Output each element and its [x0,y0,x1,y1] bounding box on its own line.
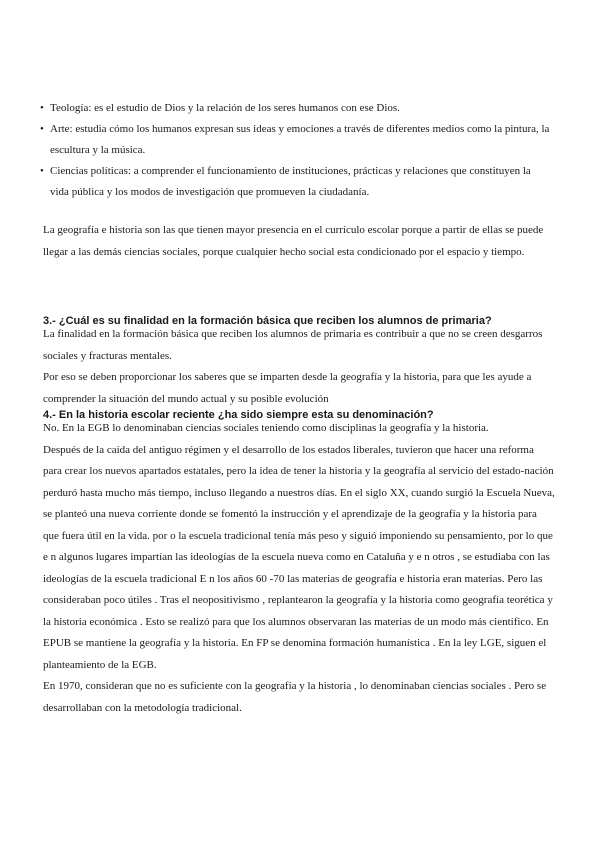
answer-paragraph: En 1970, consideran que no es suficiente con la geografía y la historia , lo denominaban ciencias sociales . Pero se desarrollaban con la metodología tradicional. [43,680,547,714]
bullet-list [40,98,550,203]
question-3-answer [43,324,555,410]
bullet-item [40,98,550,119]
bullet-icon: • [40,123,44,135]
answer-paragraph: No. En la EGB lo denominaban ciencias sociales teniendo como disciplinas la geografía y la historia. [43,422,489,434]
bullet-text: Arte: estudia cómo los humanos expresan sus ideas y emociones a través de diferentes medios como la pintura, la escultura y la música. [50,123,550,156]
answer-paragraph: Por eso se deben proporcionar los saberes que se imparten desde la geografía y la historia, para que les ayude a comprender la situación del mundo actual y su posible evolución [43,371,532,405]
question-4-heading: 4.- En la historia escolar reciente ¿ha sido siempre esta su denominación? [43,409,434,421]
bullet-icon: • [40,165,44,177]
bullet-item [40,161,550,203]
bullet-item [40,119,550,161]
answer-paragraph: Después de la caída del antiguo régimen y el desarrollo de los estados liberales, tuvieron que hacer una reforma para crear los nuevos apartados estatales, pero la idea de tener la historia y la geografía al servicio del estado-nación perduró hasta mucho más tiempo, incluso llegando a nuestros días. En el siglo XX, cuando surgió la Escuela Nueva, se planteó una nueva corriente donde se fomentó la instrucción y el aprendizaje de la geografía y la historia para que fuera útil en la vida. por o la escuela tradicional tenía más peso y siguió imponiendo su pensamiento, por lo que e n algunos lugares impartían las ideologías de la escuela nueva como en Cataluña y e n otros , se estudiaba con las ideologías de la escuela tradicional E n los años 60 -70 las materias de geografía e historia eran materias. Pero las consideraban poco útiles . Tras el neopositivismo , replantearon la geografía y la historia como geografía teorética y la historia económica . Esto se realizó para que los alumnos observaran las materias de un modo más científico. En EPUB se mantiene la geografía y la historia. En FP se denomina formación humanística . En la ley LGE, siguen el planteamiento de la EGB. [43,443,555,671]
bullet-icon: • [40,102,44,114]
bullet-text: Ciencias políticas: a comprender el funcionamiento de instituciones, prácticas y relaciones que constituyen la vida pública y los modos de investigación que promueven la ciudadanía. [50,165,531,198]
bullet-text: Teología: es el estudio de Dios y la relación de los seres humanos con ese Dios. [50,102,400,114]
intro-paragraph: La geografía e historia son las que tienen mayor presencia en el currículo escolar porque a partir de ellas se puede llegar a las demás ciencias sociales, porque cualquier hecho social esta condicionado por el espacio y tiempo. [43,224,544,258]
question-4-answer [43,418,555,719]
question-3-heading: 3.- ¿Cuál es su finalidad en la formación básica que reciben los alumnos de primaria? [43,315,492,327]
answer-paragraph: La finalidad en la formación básica que reciben los alumnos de primaria es contribuir a que no se creen desgarros sociales y fracturas mentales. [43,328,543,362]
